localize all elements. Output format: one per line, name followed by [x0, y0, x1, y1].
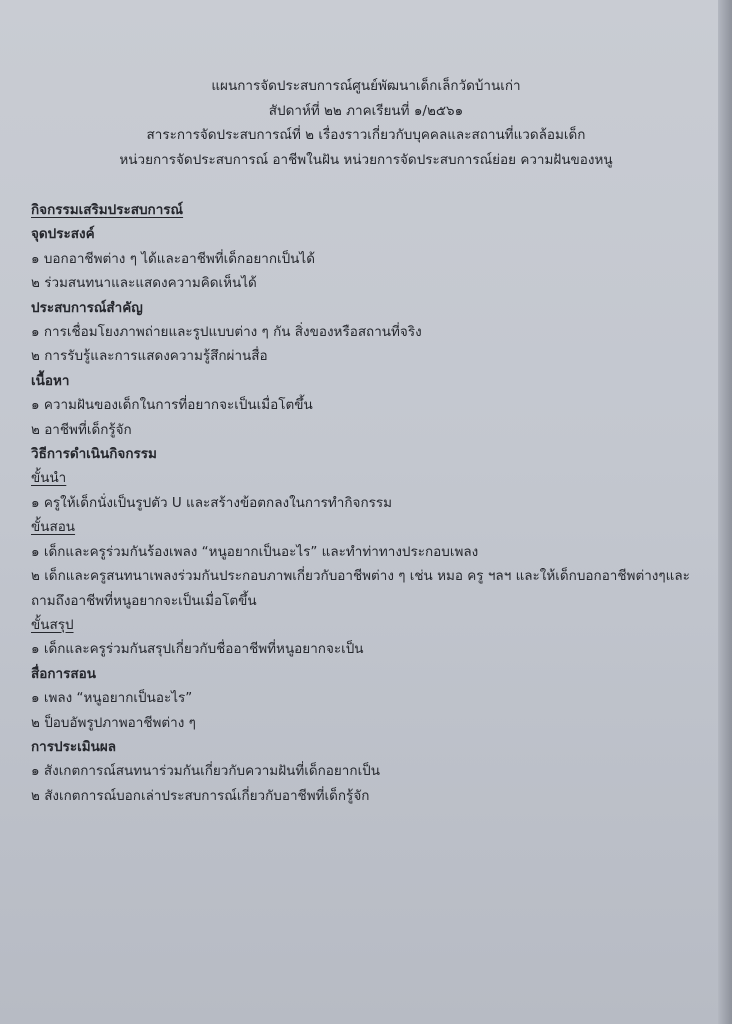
content-heading: เนื้อหา — [31, 372, 70, 389]
steps-item: ๒ เด็กและครูสนทนาเพลงร่วมกันประกอบภาพเกี่ยวกับอาชีพต่าง ๆ เช่น หมอ ครู ฯลฯ และให้เด็กบอกอาชีพต่างๆและถามถึงอาชีพที่หนูอยากจะเป็นเมื่อโตขึ้น — [31, 568, 690, 609]
content-item: ๑ ความฝันของเด็กในการที่อยากจะเป็นเมื่อโตขึ้น — [31, 397, 313, 414]
document-header — [0, 74, 732, 172]
intro-heading: ขั้นนำ — [31, 470, 67, 487]
objective-item: ๒ ร่วมสนทนาและแสดงความคิดเห็นได้ — [31, 275, 257, 292]
section-title: กิจกรรมเสริมประสบการณ์ — [31, 202, 184, 218]
header-unit: หน่วยการจัดประสบการณ์ อาชีพในฝัน หน่วยการจัดประสบการณ์ย่อย ความฝันของหนู — [119, 151, 613, 168]
evaluation-item: ๑ สังเกตการณ์สนทนาร่วมกันเกี่ยวกับความฝันที่เด็กอยากเป็น — [31, 763, 380, 780]
document-body — [31, 198, 711, 808]
summary-item: ๑ เด็กและครูร่วมกันสรุปเกี่ยวกับชื่ออาชีพที่หนูอยากจะเป็น — [31, 641, 364, 658]
content-item: ๒ อาชีพที่เด็กรู้จัก — [31, 421, 132, 438]
header-title: แผนการจัดประสบการณ์ศูนย์พัฒนาเด็กเล็กวัดบ้านเก่า — [211, 78, 521, 94]
objectives-heading: จุดประสงค์ — [31, 226, 95, 243]
header-week: สัปดาห์ที่ ๒๒ ภาคเรียนที่ ๑/๒๕๖๑ — [268, 102, 464, 119]
key-experiences-heading: ประสบการณ์สำคัญ — [31, 299, 143, 316]
evaluation-item: ๒ สังเกตการณ์บอกเล่าประสบการณ์เกี่ยวกับอาชีพที่เด็กรู้จัก — [31, 787, 370, 804]
intro-item: ๑ ครูให้เด็กนั่งเป็นรูปตัว U และสร้างข้อตกลงในการทำกิจกรรม — [31, 494, 393, 511]
key-experience-item: ๑ การเชื่อมโยงภาพถ่ายและรูปแบบต่าง ๆ กัน สิ่งของหรือสถานที่จริง — [31, 324, 422, 341]
header-strand: สาระการจัดประสบการณ์ที่ ๒ เรื่องราวเกี่ยวกับบุคคลและสถานที่แวดล้อมเด็ก — [146, 127, 586, 143]
procedure-heading: วิธีการดำเนินกิจกรรม — [31, 446, 157, 463]
steps-item: ๑ เด็กและครูร่วมกันร้องเพลง “หนูอยากเป็นอะไร” และทำท่าทางประกอบเพลง — [31, 543, 479, 560]
media-item: ๑ เพลง “หนูอยากเป็นอะไร” — [31, 690, 193, 707]
steps-heading: ขั้นสอน — [31, 519, 76, 536]
media-heading: สื่อการสอน — [31, 665, 96, 682]
summary-heading: ขั้นสรุป — [31, 616, 74, 633]
objective-item: ๑ บอกอาชีพต่าง ๆ ได้และอาชีพที่เด็กอยากเป็นได้ — [31, 250, 315, 267]
media-item: ๒ ป็อบอัพรูปภาพอาชีพต่าง ๆ — [31, 714, 196, 731]
key-experience-item: ๒ การรับรู้และการแสดงความรู้สึกผ่านสื่อ — [31, 348, 268, 365]
evaluation-heading: การประเมินผล — [31, 738, 117, 755]
